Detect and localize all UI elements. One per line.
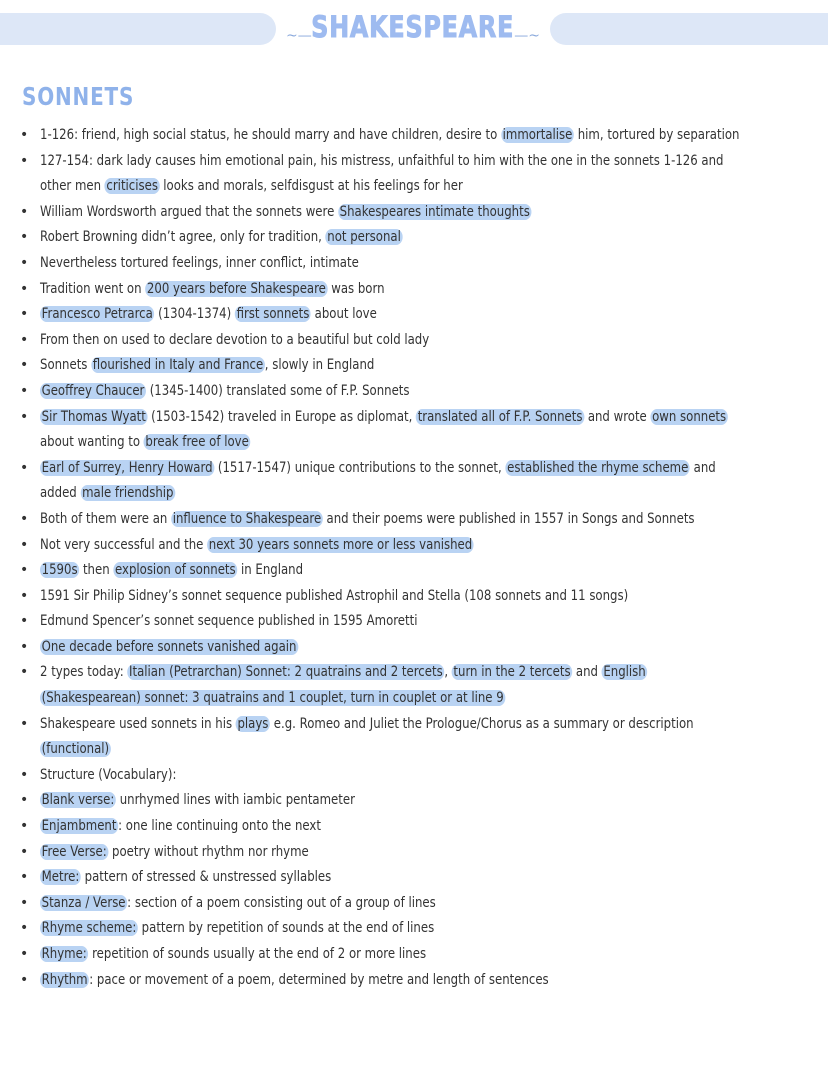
note-line — [40, 225, 666, 251]
note-line — [40, 353, 666, 379]
bullet-icon: • — [20, 587, 29, 604]
note-item — [0, 456, 828, 507]
bullet-icon: • — [20, 638, 29, 655]
header-banner-left — [0, 13, 276, 45]
note-text: Nevertheless tortured feelings, inner conflict, intimate — [40, 254, 359, 271]
note-text: then — [79, 562, 114, 579]
note-line — [40, 149, 724, 175]
note-item — [0, 379, 828, 405]
note-line — [40, 865, 666, 891]
highlighted-text: established the rhyme scheme — [507, 459, 689, 476]
highlighted-text: English — [603, 664, 646, 681]
highlighted-text: Rhyme scheme: — [41, 920, 137, 937]
note-text: Edmund Spencer’s sonnet sequence published in 1595 Amoretti — [40, 613, 418, 630]
note-text: , — [444, 664, 452, 681]
notes-content — [0, 123, 828, 993]
note-text: Structure (Vocabulary): — [40, 766, 177, 783]
swirl-right-icon: —~ — [514, 28, 540, 44]
highlighted-text: (Shakespearean) sonnet: 3 quatrains and 1 couplet, turn in couplet or at line 9 — [41, 690, 504, 707]
note-line — [40, 609, 666, 635]
note-item — [0, 584, 828, 610]
note-item — [0, 328, 828, 354]
bullet-icon: • — [20, 152, 29, 169]
note-item — [0, 123, 828, 149]
highlighted-text: Italian (Petrarchan) Sonnet: 2 quatrains and 2 tercets — [129, 664, 443, 681]
note-text: pattern by repetition of sounds at the end of lines — [137, 920, 435, 937]
note-item — [0, 891, 828, 917]
note-line — [40, 968, 666, 994]
note-item — [0, 660, 828, 711]
note-text: about love — [310, 306, 377, 323]
bullet-icon: • — [20, 536, 29, 553]
highlighted-text: first sonnets — [236, 306, 310, 323]
note-text: , slowly in England — [264, 357, 375, 374]
bullet-icon: • — [20, 459, 29, 476]
note-item — [0, 840, 828, 866]
note-line — [40, 558, 666, 584]
highlighted-text: criticises — [106, 178, 158, 195]
highlighted-text: break free of love — [145, 434, 249, 451]
note-text: Both of them were an — [40, 510, 172, 527]
bullet-icon: • — [20, 869, 29, 886]
note-line — [40, 635, 666, 661]
highlighted-text: next 30 years sonnets more or less vanished — [208, 536, 473, 553]
bullet-icon: • — [20, 971, 29, 988]
bullet-icon: • — [20, 766, 29, 783]
note-text: pattern of stressed & unstressed syllables — [80, 869, 332, 886]
swirl-left-icon: ~— — [286, 28, 312, 44]
note-text: Not very successful and the — [40, 536, 208, 553]
highlighted-text: One decade before sonnets vanished again — [41, 638, 297, 655]
bullet-icon: • — [20, 920, 29, 937]
note-text: him, tortured by separation — [574, 127, 740, 143]
note-item — [0, 609, 828, 635]
bullet-icon: • — [20, 613, 29, 630]
note-line — [40, 942, 666, 968]
highlighted-text: translated all of F.P. Sonnets — [417, 408, 583, 425]
note-text: : section of a poem consisting out of a group of lines — [127, 894, 436, 911]
note-text: 1-126: friend, high social status, he should marry and have children, desire to — [40, 127, 502, 143]
highlighted-text: own sonnets — [652, 408, 727, 425]
note-line — [40, 302, 666, 328]
highlighted-text: 1590s — [41, 562, 78, 579]
note-text: Robert Browning didn’t agree, only for tradition, — [40, 229, 326, 246]
note-text: 127-154: dark lady causes him emotional pain, his mistress, unfaithful to him with the one in the sonnets 1-126 and — [40, 152, 724, 169]
bullet-icon: • — [20, 229, 29, 246]
bullet-icon: • — [20, 306, 29, 323]
note-item — [0, 916, 828, 942]
note-text: (1345-1400) translated some of F.P. Sonnets — [146, 382, 410, 399]
note-line — [40, 660, 666, 686]
bullet-icon: • — [20, 408, 29, 425]
note-line — [40, 481, 666, 507]
bullet-icon: • — [20, 510, 29, 527]
highlighted-text: Rhyme: — [41, 946, 87, 962]
note-line — [40, 200, 666, 226]
bullet-icon: • — [20, 254, 29, 271]
note-line — [40, 456, 716, 482]
note-item — [0, 942, 828, 968]
page-title: SHAKESPEARE — [311, 10, 515, 44]
note-text: and — [572, 664, 602, 681]
note-text: poetry without rhythm nor rhyme — [108, 843, 309, 860]
highlighted-text: flourished in Italy and France — [92, 357, 264, 374]
bullet-icon: • — [20, 843, 29, 860]
note-line — [40, 712, 694, 738]
bullet-icon: • — [20, 127, 29, 143]
note-line — [40, 686, 666, 712]
highlighted-text: Metre: — [41, 869, 80, 886]
note-text: e.g. Romeo and Juliet the Prologue/Chorus as a summary or description — [270, 715, 694, 732]
note-item — [0, 968, 828, 994]
note-item — [0, 865, 828, 891]
highlighted-text: Free Verse: — [41, 843, 107, 860]
note-line — [40, 430, 666, 456]
note-text: Tradition went on — [40, 280, 146, 297]
note-item — [0, 277, 828, 303]
note-item — [0, 225, 828, 251]
bullet-icon: • — [20, 792, 29, 809]
note-line — [40, 277, 666, 303]
highlighted-text: influence to Shakespeare — [172, 510, 322, 527]
note-text: added — [40, 485, 81, 502]
bullet-icon: • — [20, 818, 29, 835]
highlighted-text: explosion of sonnets — [114, 562, 236, 579]
note-item — [0, 405, 828, 456]
note-line — [40, 123, 740, 149]
highlighted-text: male friendship — [82, 485, 174, 502]
note-item — [0, 635, 828, 661]
notes-list — [0, 123, 828, 993]
note-line — [40, 584, 666, 610]
highlighted-text: Sir Thomas Wyatt — [41, 408, 146, 425]
highlighted-text: Rhythm — [41, 971, 88, 988]
note-line — [40, 405, 727, 431]
note-text: (1503-1542) traveled in Europe as diplomat, — [147, 408, 417, 425]
bullet-icon: • — [20, 357, 29, 374]
note-line — [40, 763, 666, 789]
note-line — [40, 251, 666, 277]
note-text: (1517-1547) unique contributions to the sonnet, — [214, 459, 506, 476]
note-line — [40, 507, 695, 533]
note-text: William Wordsworth argued that the sonnets were — [40, 203, 339, 220]
header-banner-right — [550, 13, 828, 45]
note-text: 2 types today: — [40, 664, 128, 681]
note-line — [40, 891, 666, 917]
note-item — [0, 302, 828, 328]
note-text: Sonnets — [40, 357, 92, 374]
note-line — [40, 840, 666, 866]
note-item — [0, 558, 828, 584]
note-line — [40, 174, 666, 200]
note-text: and their poems were published in 1557 in Songs and Sonnets — [322, 510, 695, 527]
highlighted-text: Shakespeares intimate thoughts — [339, 203, 530, 220]
note-line — [40, 533, 666, 559]
note-text: looks and morals, selfdisgust at his feelings for her — [159, 178, 463, 195]
note-text: : pace or movement of a poem, determined by metre and length of sentences — [89, 971, 549, 988]
note-text: 1591 Sir Philip Sidney’s sonnet sequence published Astrophil and Stella (108 sonnets and 11 songs) — [40, 587, 629, 604]
note-text: unrhymed lines with iambic pentameter — [115, 792, 355, 809]
note-line — [40, 328, 666, 354]
note-line — [40, 814, 666, 840]
highlighted-text: Geoffrey Chaucer — [41, 382, 145, 399]
highlighted-text: (functional) — [41, 741, 110, 758]
highlighted-text: 200 years before Shakespeare — [146, 280, 326, 297]
highlighted-text: turn in the 2 tercets — [453, 664, 571, 681]
section-title: SONNETS — [22, 82, 135, 111]
note-text: repetition of sounds usually at the end of 2 or more lines — [88, 946, 427, 962]
note-text: other men — [40, 178, 105, 195]
highlighted-text: Enjambment — [41, 818, 117, 835]
bullet-icon: • — [20, 946, 29, 962]
highlighted-text: Francesco Petrarca — [41, 306, 153, 323]
highlighted-text: plays — [237, 715, 269, 732]
note-item — [0, 251, 828, 277]
note-text: From then on used to declare devotion to a beautiful but cold lady — [40, 331, 430, 348]
bullet-icon: • — [20, 203, 29, 220]
bullet-icon: • — [20, 562, 29, 579]
note-line — [40, 379, 666, 405]
note-line — [40, 916, 666, 942]
bullet-icon: • — [20, 382, 29, 399]
note-text: Shakespeare used sonnets in his — [40, 715, 236, 732]
note-text: was born — [327, 280, 385, 297]
note-text: and wrote — [584, 408, 651, 425]
note-text: and — [689, 459, 716, 476]
note-item — [0, 712, 828, 763]
note-text: : one line continuing onto the next — [118, 818, 321, 835]
note-item — [0, 353, 828, 379]
note-item — [0, 200, 828, 226]
note-item — [0, 814, 828, 840]
note-item — [0, 788, 828, 814]
bullet-icon: • — [20, 331, 29, 348]
page-header — [276, 8, 550, 52]
note-item — [0, 763, 828, 789]
highlighted-text: Blank verse: — [41, 792, 115, 809]
bullet-icon: • — [20, 894, 29, 911]
bullet-icon: • — [20, 715, 29, 732]
highlighted-text: immortalise — [502, 127, 573, 143]
note-text: (1304-1374) — [154, 306, 235, 323]
highlighted-text: not personal — [327, 229, 401, 246]
note-item — [0, 149, 828, 200]
note-line — [40, 737, 666, 763]
note-item — [0, 507, 828, 533]
bullet-icon: • — [20, 280, 29, 297]
highlighted-text: Earl of Surrey, Henry Howard — [41, 459, 213, 476]
note-item — [0, 533, 828, 559]
note-text: in England — [237, 562, 304, 579]
note-text: about wanting to — [40, 434, 144, 451]
bullet-icon: • — [20, 664, 29, 681]
note-line — [40, 788, 666, 814]
highlighted-text: Stanza / Verse — [41, 894, 126, 911]
